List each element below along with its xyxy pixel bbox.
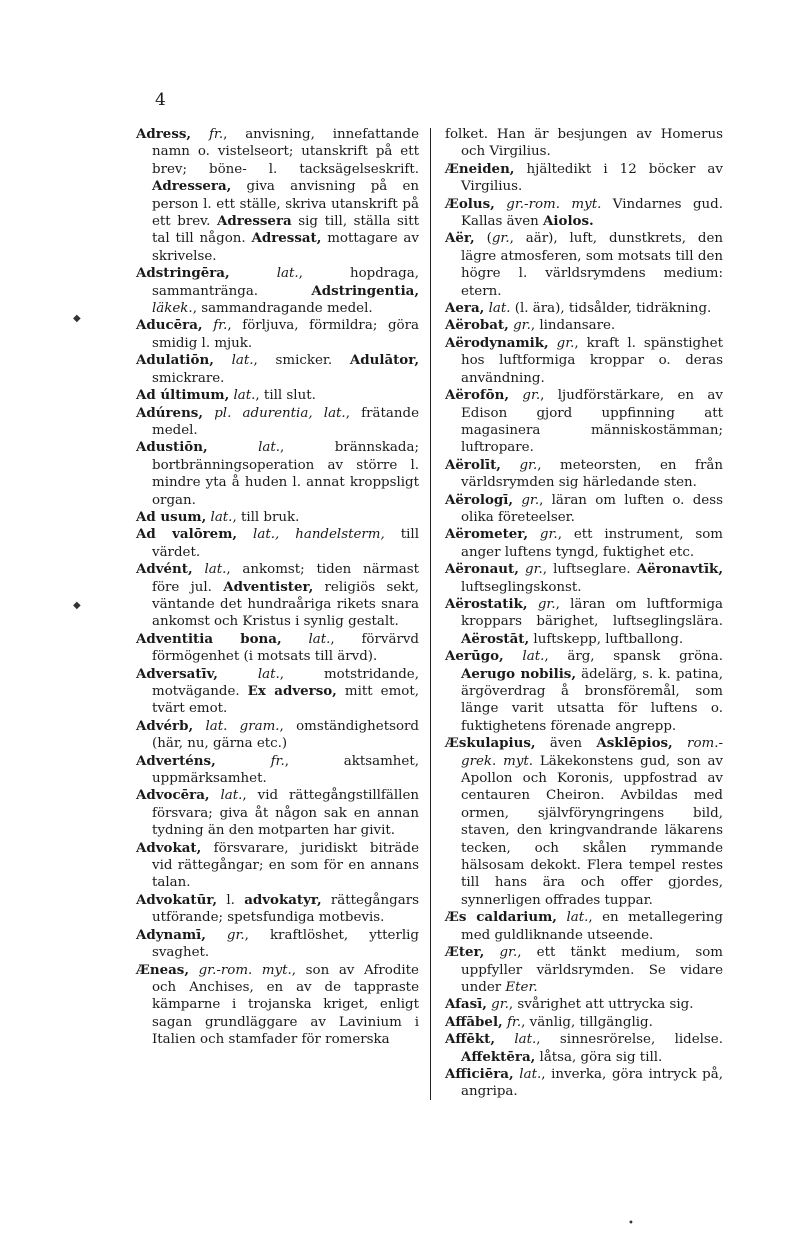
entry-text <box>191 127 209 142</box>
entry-text: , ett instrument, som anger luftens tyngd, fuktighet etc. <box>461 527 723 560</box>
entry-text <box>216 754 271 769</box>
entry-label: gr. <box>491 231 510 247</box>
dictionary-entry <box>136 265 419 317</box>
entry-headword: Æskulapius, <box>445 735 536 752</box>
entry-label: Eter. <box>505 979 538 995</box>
entry-text: religiös sekt, väntande det hundraåriga rikets snara ankomst och Kristus i synlig gestalt. <box>152 579 419 630</box>
entry-label: läkek. <box>152 301 193 317</box>
entry-headword: Adustiōn, <box>136 439 208 456</box>
entry-label: gr. <box>539 527 558 543</box>
entry-headword: Ex adverso, <box>247 683 337 699</box>
entry-text: , anvisning, innefattande namn o. vistelseort; utanskrift på ett brev; böne- l. tacksägelseskrift. <box>152 127 419 177</box>
entry-text: , frätande medel. <box>152 405 419 438</box>
entry-headword: Æolus, <box>445 195 495 212</box>
dictionary-entry <box>445 735 723 909</box>
entry-headword: Aërostāt, <box>461 630 530 647</box>
entry-headword: Aerugo nobilis, <box>461 665 576 682</box>
entry-label: rom.-grek. myt. <box>461 736 723 769</box>
entry-text <box>208 440 258 455</box>
dictionary-entry <box>136 787 419 839</box>
entry-text: luftseglingskonst. <box>461 579 582 595</box>
entry-headword: Aducēra, <box>136 317 203 334</box>
dictionary-entry <box>136 405 419 440</box>
entry-headword: Ad usum, <box>136 508 207 525</box>
entry-text: , smicker. <box>253 353 350 369</box>
dictionary-entry <box>136 718 419 753</box>
entry-label: lat. <box>204 562 227 578</box>
entry-headword: Aërofōn, <box>445 387 509 404</box>
dictionary-entry <box>136 840 419 892</box>
entry-text <box>484 945 499 960</box>
dictionary-entry <box>445 335 723 387</box>
dictionary-entry <box>445 648 723 735</box>
entry-headword: Adventister, <box>223 578 314 595</box>
entry-text: , till bruk. <box>232 509 300 525</box>
entry-headword: Asklēpios, <box>596 735 673 752</box>
entry-text: , ärg, spansk gröna. <box>544 649 723 665</box>
entry-text: , till slut. <box>255 388 316 404</box>
entry-label: fr. <box>208 127 224 142</box>
entry-text <box>504 649 523 664</box>
entry-text: , meteorsten, en från världsrymden sig härledande sten. <box>461 457 723 491</box>
column-divider <box>430 128 431 1100</box>
entry-text: luftskepp, luftballong. <box>529 631 684 647</box>
entry-text <box>214 353 232 368</box>
entry-label: gr. <box>226 927 245 943</box>
entry-label: fr. <box>270 753 285 769</box>
entry-label: gr. <box>519 457 538 473</box>
dictionary-entry <box>445 561 723 596</box>
entry-headword: Æneas, <box>136 961 189 978</box>
entry-text <box>218 667 258 682</box>
entry-headword: advokatyr, <box>244 891 322 908</box>
entry-headword: Advént, <box>136 561 193 578</box>
margin-mark: ◆ <box>73 313 81 324</box>
dictionary-entry <box>445 944 723 996</box>
entry-text: , lindansare. <box>530 318 616 334</box>
entry-headword: Aerūgo, <box>445 648 504 665</box>
entry-text <box>237 527 253 542</box>
entry-headword: Adverténs, <box>136 752 216 769</box>
entry-text: rättegångars utförande; spetsfundiga motbevis. <box>152 892 419 926</box>
entry-headword: Æneiden, <box>445 160 515 177</box>
dictionary-entry <box>445 230 723 300</box>
margin-mark: • <box>628 1218 634 1229</box>
entry-headword: Afasī, <box>445 996 487 1013</box>
entry-text: även <box>535 736 597 752</box>
entry-label: lat. <box>231 353 254 369</box>
entry-headword: Adstringentia, <box>311 282 419 299</box>
entry-headword: Aër, <box>445 230 475 247</box>
entry-headword: Adúrens, <box>136 404 203 421</box>
entry-headword: Adventitia bona, <box>136 630 282 647</box>
entry-headword: Aërometer, <box>445 526 529 543</box>
dictionary-entry <box>136 892 419 927</box>
entry-label: lat., handelsterm, <box>253 527 385 543</box>
dictionary-entry <box>136 387 419 404</box>
entry-label: gr. <box>521 492 540 508</box>
entry-text: , hopdraga, sammantränga. <box>152 266 419 299</box>
dictionary-entry <box>136 439 419 509</box>
entry-text <box>673 736 687 751</box>
entry-label: gr. <box>522 388 541 404</box>
entry-text <box>193 562 205 577</box>
dictionary-entry <box>136 126 419 265</box>
entry-text: , luftseglare. <box>542 562 637 578</box>
entry-label: lat. <box>220 788 243 804</box>
dictionary-entry <box>445 300 723 317</box>
entry-text: ( <box>474 231 492 247</box>
entry-label: gr. <box>537 596 556 612</box>
entry-headword: Affektēra, <box>461 1048 536 1065</box>
entry-text: , sammandragande medel. <box>192 301 373 317</box>
dictionary-entry <box>445 1031 723 1066</box>
entry-text: , ett tänkt medium, som uppfyller världsrymden. Se vidare under <box>461 945 723 995</box>
dictionary-entry <box>136 927 419 962</box>
entry-text: , läran om luften o. dess olika företeelser. <box>461 492 723 525</box>
entry-headword: Advokatūr, <box>136 891 218 908</box>
entry-headword: Adversatīv, <box>136 665 218 682</box>
entry-text: , kraftlöshet, ytterlig svaghet. <box>152 927 419 961</box>
entry-label: lat. <box>258 440 281 456</box>
dictionary-entry <box>136 631 419 666</box>
entry-headword: Aiolos. <box>543 213 594 230</box>
dictionary-entry <box>445 1066 723 1101</box>
entry-headword: Afficiēra, <box>445 1065 514 1082</box>
entry-label: gr. <box>556 335 575 351</box>
entry-headword: Advocēra, <box>136 787 210 804</box>
entry-label: fr. <box>213 318 228 334</box>
entry-text: , läran om luftformiga kroppars bärighet, luftseglingslära. <box>461 596 723 630</box>
entry-text: , son av Afrodite och Anchises, en av de tappraste kämparne i trojanska kriget, enligt sagan grundläggare av Lavinium i Italien och stamfader för romerska <box>152 962 419 1048</box>
entry-label: gr. <box>513 318 531 334</box>
page-number: 4 <box>155 90 166 110</box>
entry-headword: Adulātor, <box>349 352 419 369</box>
entry-text: , ljudförstärkare, en av Edison gjord uppfinning att magasinera människostämman; luftropare. <box>461 388 723 456</box>
entry-text: (l. ära), tidsålder, tidräkning. <box>510 301 712 317</box>
dictionary-entry <box>445 526 723 561</box>
entry-label: lat. <box>566 910 589 926</box>
entry-headword: Ad últimum, <box>136 387 230 404</box>
entry-text: Läkekonstens gud, son av Apollon och Koronis, uppfostrad av centauren Cheiron. Avbildas med ormen, självföryngringens bild, staven, den kringvandrande läkarens tecken, och skålen rymmande hälsosam dekokt. Flera tempel restes till hans ära och offer gjordes, synnerligen offrades tuppar. <box>461 753 723 908</box>
dictionary-entry <box>445 457 723 492</box>
entry-headword: Adulatiōn, <box>136 352 214 369</box>
dictionary-entry <box>445 996 723 1013</box>
entry-text: hjältedikt i 12 böcker av Virgilius. <box>461 161 723 195</box>
dictionary-entry <box>136 317 419 352</box>
entry-label: lat. <box>522 649 545 665</box>
entry-text: , svårighet att uttrycka sig. <box>508 997 694 1013</box>
entry-text <box>282 632 309 647</box>
entry-text <box>501 458 520 473</box>
entry-text: sig till, ställa sitt tal till någon. <box>152 214 419 247</box>
dictionary-entry <box>445 317 723 334</box>
dictionary-column-right <box>445 126 723 1101</box>
dictionary-entry <box>136 561 419 631</box>
entry-text: , kraft l. spänstighet hos luftformiga kroppar o. deras användning. <box>461 335 723 386</box>
dictionary-entry <box>445 161 723 196</box>
entry-text: , förljuva, förmildra; göra smidig l. mjuk. <box>152 318 419 351</box>
entry-label: gr.-rom. myt. <box>198 962 292 978</box>
entry-headword: Adress, <box>136 126 192 142</box>
entry-headword: Advérb, <box>136 717 194 734</box>
entry-text <box>230 266 277 281</box>
entry-text: , brännskada; bortbränningsoperation av större l. mindre yta å huden l. annat kroppsligt organ. <box>152 440 419 508</box>
entry-headword: Aërodynamik, <box>445 334 549 351</box>
entry-text <box>509 388 522 403</box>
entry-label: gr.-rom. myt. <box>506 196 602 212</box>
entry-headword: Affābel, <box>445 1013 503 1030</box>
entry-text: , aär), luft, dunstkrets, den lägre atmosferen, som motsats till den högre l. världsrymdens medium: etern. <box>461 231 724 299</box>
entry-text: , sinnesrörelse, lidelse. <box>536 1032 723 1048</box>
entry-headword: Adynamī, <box>136 926 206 943</box>
entry-headword: Aërostatik, <box>445 595 528 612</box>
entry-label: lat. <box>308 631 331 647</box>
dictionary-entry <box>136 526 419 561</box>
entry-label: lat. <box>488 301 511 317</box>
dictionary-entry <box>136 509 419 526</box>
entry-text: smickrare. <box>152 370 225 386</box>
entry-text: , förvärvd förmögenhet (i motsats till ärvd). <box>152 631 419 665</box>
entry-text: folket. Han är besjungen av Homerus och Virgilius. <box>445 127 723 160</box>
entry-text: ädelärg, s. k. patina, ärgöverdrag å bronsföremål, som länge varit utsatta för luftens o. fuktighetens förenade angrepp. <box>461 666 723 734</box>
dictionary-entry <box>136 962 419 1049</box>
entry-text: , motstridande, motvägande. <box>152 666 419 699</box>
entry-text: till värdet. <box>152 527 419 560</box>
entry-text: , inverka, göra intryck på, angripa. <box>461 1066 723 1100</box>
entry-label: lat. <box>210 509 233 525</box>
entry-text <box>203 318 214 333</box>
entry-label: gr. <box>491 997 509 1013</box>
entry-headword: Æs caldarium, <box>445 909 557 926</box>
entry-text: , ankomst; tiden närmast före jul. <box>152 562 419 595</box>
entry-label: gr. <box>499 945 518 961</box>
entry-headword: Aërolīt, <box>445 456 501 473</box>
entry-headword: Aëronaut, <box>445 561 519 578</box>
dictionary-entry <box>445 596 723 648</box>
dictionary-entry <box>445 1014 723 1031</box>
entry-text <box>193 719 205 734</box>
entry-text <box>189 963 199 978</box>
dictionary-entry <box>445 909 723 944</box>
entry-text: , aktsamhet, uppmärksamhet. <box>152 753 419 787</box>
entry-label: lat. <box>276 266 299 282</box>
entry-text <box>495 1032 514 1047</box>
entry-text: , vid rättegångstillfällen försvara; giva åt någon sak en annan tydning än den motparten har givit. <box>152 788 419 839</box>
entry-text: försvarare, juridiskt biträde vid rättegångar; en som för en annans talan. <box>152 840 419 891</box>
entry-text <box>203 406 214 421</box>
margin-mark: ◆ <box>73 600 81 611</box>
entry-headword: Advokat, <box>136 839 202 856</box>
entry-text: , vänlig, tillgänglig. <box>521 1014 653 1030</box>
dictionary-column-left <box>136 126 419 1049</box>
entry-text: mitt emot, tvärt emot. <box>152 684 419 717</box>
dictionary-entry <box>136 753 419 788</box>
entry-text: Vindarnes gud. Kallas även <box>461 196 723 230</box>
entry-headword: Affēkt, <box>445 1031 496 1048</box>
entry-label: lat. gram. <box>205 718 280 734</box>
entry-text: giva anvisning på en person l. ett ställe, skriva utanskrift på ett brev. <box>152 179 419 230</box>
entry-headword: Adressat, <box>251 230 322 247</box>
entry-label: lat. <box>514 1032 537 1048</box>
entry-text <box>528 597 538 612</box>
entry-text: l. <box>217 892 245 908</box>
entry-text: låtsa, göra sig till. <box>535 1049 663 1065</box>
entry-headword: Æter, <box>445 944 485 961</box>
entry-label: gr. <box>525 562 543 578</box>
dictionary-entry <box>445 492 723 527</box>
entry-text: , en metallegering med guldliknande utseende. <box>461 910 723 943</box>
entry-text <box>528 527 540 542</box>
entry-label: lat. <box>519 1066 542 1082</box>
entry-headword: Ad valōrem, <box>136 526 238 543</box>
entry-text <box>549 336 557 351</box>
entry-label: lat. <box>257 666 280 682</box>
entry-headword: Aëronavtīk, <box>636 561 723 578</box>
entry-text: , omständighetsord (här, nu, gärna etc.) <box>152 718 419 752</box>
entry-text <box>495 197 506 212</box>
dictionary-entry <box>445 387 723 457</box>
entry-label: pl. adurentia, lat. <box>214 405 346 421</box>
entry-text <box>210 788 221 803</box>
entry-headword: Aërobat, <box>445 317 509 334</box>
entry-headword: Aërologī, <box>445 491 514 508</box>
entry-label: lat. <box>233 388 256 404</box>
entry-text <box>206 928 227 943</box>
dictionary-entry <box>445 196 723 231</box>
dictionary-entry <box>136 352 419 387</box>
entry-label: fr. <box>506 1014 522 1030</box>
entry-headword: Adstringēra, <box>136 265 230 282</box>
entry-headword: Adressera <box>217 213 292 230</box>
dictionary-entry <box>136 666 419 718</box>
dictionary-entry <box>445 126 723 161</box>
entry-headword: Aera, <box>445 300 485 317</box>
entry-text: mottagare av skrivelse. <box>152 231 419 264</box>
entry-headword: Adressera, <box>152 178 232 195</box>
